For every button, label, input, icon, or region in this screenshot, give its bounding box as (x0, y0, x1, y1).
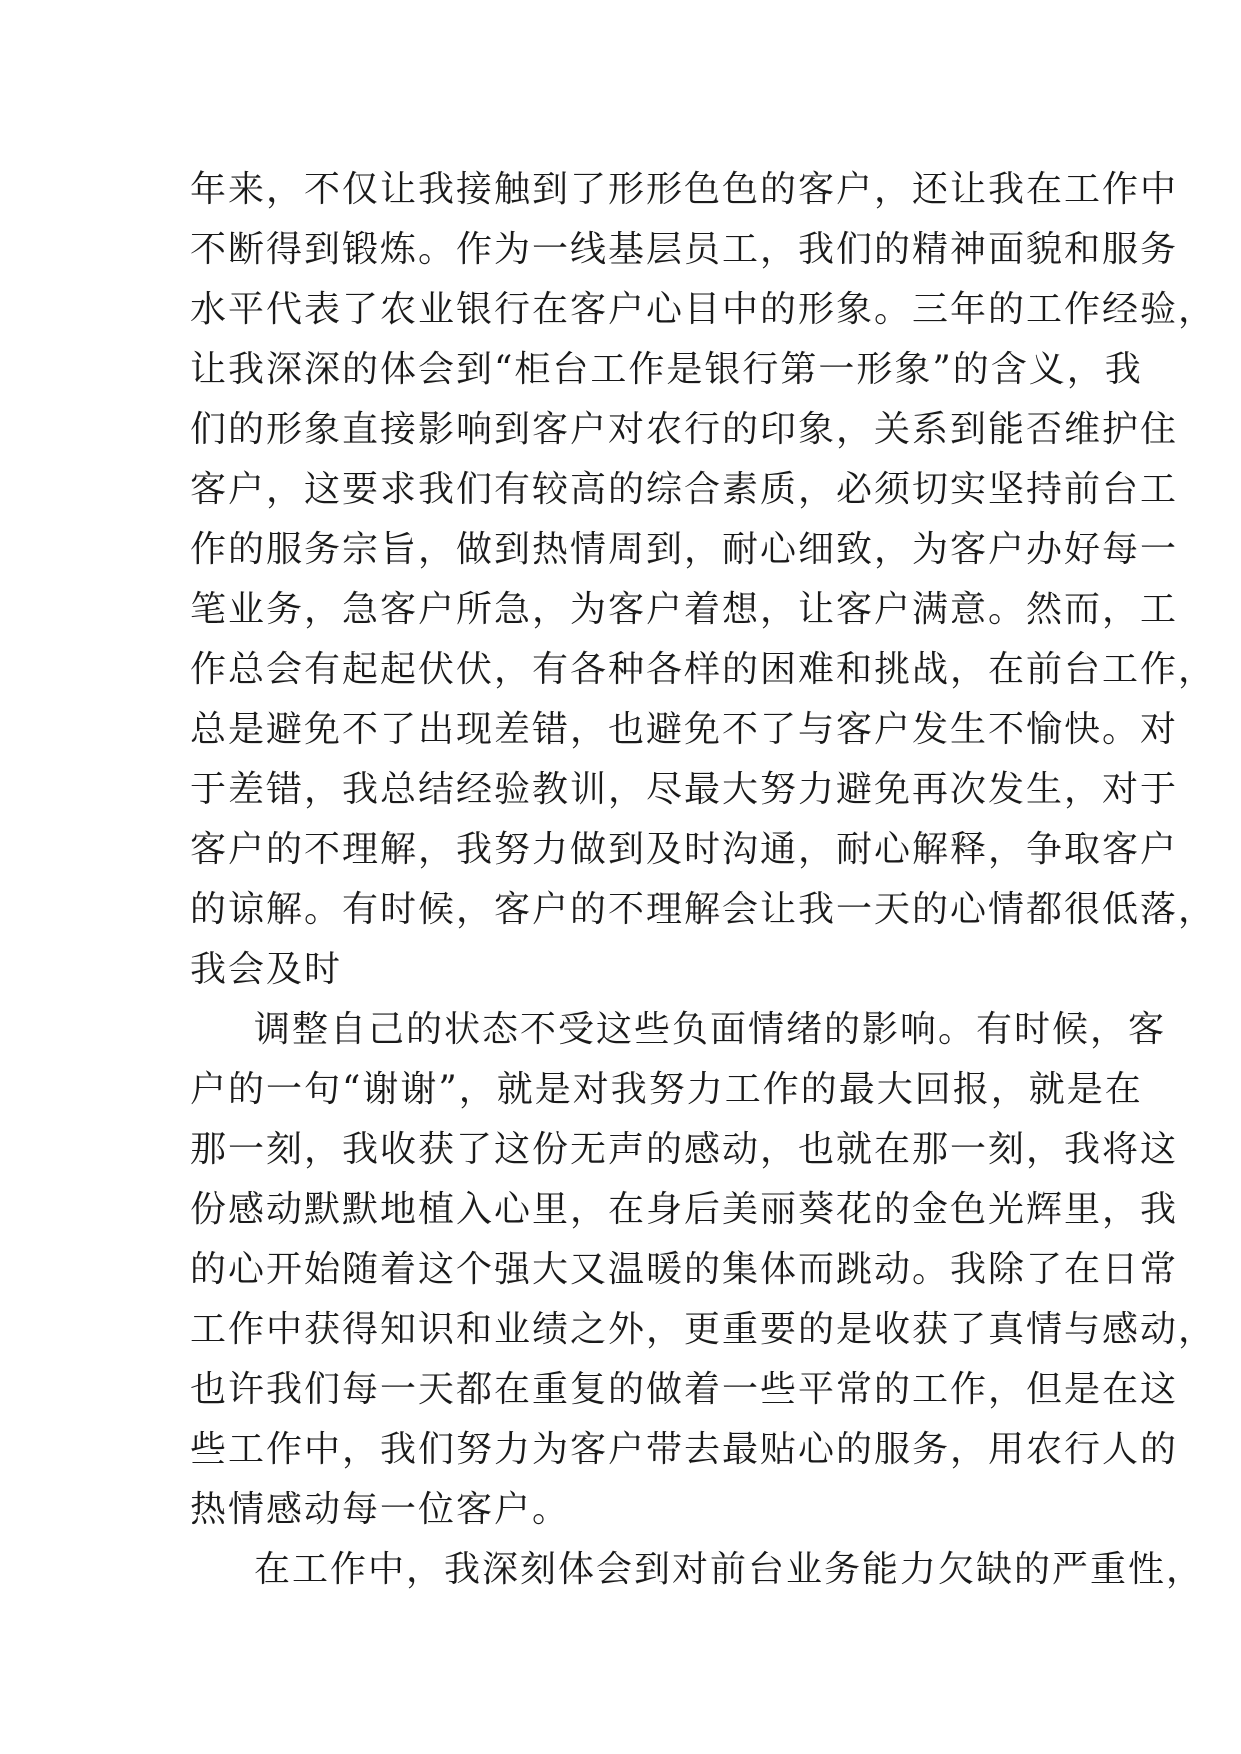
text-line: 份感动默默地植入心里，在身后美丽葵花的金色光辉里，我 (190, 1189, 1179, 1230)
text-line: 热情感动每一位客户。 (190, 1489, 571, 1530)
text-line: 客户的不理解，我努力做到及时沟通，耐心解释，争取客户 (190, 829, 1179, 870)
text-line: 总是避免不了出现差错，也避免不了与客户发生不愉快。对 (190, 709, 1179, 750)
text-line: 于差错，我总结经验教训，尽最大努力避免再次发生，对于 (190, 769, 1179, 810)
text-line: 调整自己的状态不受这些负面情绪的影响。有时候，客 (254, 1009, 1167, 1050)
text-line: 的心开始随着这个强大又温暖的集体而跳动。我除了在日常 (190, 1249, 1179, 1290)
text-line: 在工作中，我深刻体会到对前台业务能力欠缺的严重性， (254, 1549, 1205, 1590)
text-line: 户的一句“谢谢”，就是对我努力工作的最大回报，就是在 (190, 1069, 1143, 1110)
text-line: 那一刻，我收获了这份无声的感动，也就在那一刻，我将这 (190, 1129, 1179, 1170)
text-line: 年来，不仅让我接触到了形形色色的客户，还让我在工作中 (190, 169, 1179, 210)
text-line: 笔业务，急客户所急，为客户着想，让客户满意。然而，工 (190, 589, 1179, 630)
text-line: 不断得到锻炼。作为一线基层员工，我们的精神面貌和服务 (190, 229, 1179, 270)
body-text (190, 160, 1217, 1600)
text-line: 些工作中，我们努力为客户带去最贴心的服务，用农行人的 (190, 1429, 1179, 1470)
text-line: 也许我们每一天都在重复的做着一些平常的工作，但是在这 (190, 1369, 1179, 1410)
text-line: 客户，这要求我们有较高的综合素质，必须切实坚持前台工 (190, 469, 1179, 510)
text-line: 作的服务宗旨，做到热情周到，耐心细致，为客户办好每一 (190, 529, 1179, 570)
text-line: 作总会有起起伏伏，有各种各样的困难和挑战，在前台工作， (190, 649, 1217, 690)
text-line: 让我深深的体会到“柜台工作是银行第一形象”的含义，我 (190, 349, 1143, 390)
text-line: 们的形象直接影响到客户对农行的印象，关系到能否维护住 (190, 409, 1179, 450)
text-line: 水平代表了农业银行在客户心目中的形象。三年的工作经验， (190, 289, 1217, 330)
text-line: 的谅解。有时候，客户的不理解会让我一天的心情都很低落， (190, 889, 1217, 930)
text-line: 工作中获得知识和业绩之外，更重要的是收获了真情与感动， (190, 1309, 1217, 1350)
text-line: 我会及时 (190, 949, 343, 990)
